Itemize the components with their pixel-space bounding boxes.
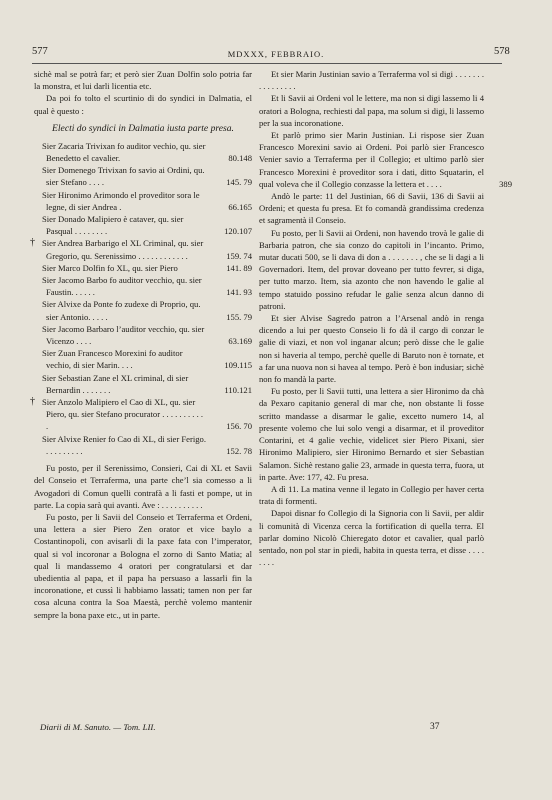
candidate-name: Sier Sebastian Zane el XL criminal, di sier Bernardin . . . . . . . <box>42 372 189 395</box>
vote-tally: 141. 89 <box>226 262 252 273</box>
vote-tally: 155. 79 <box>226 311 252 322</box>
election-entry <box>34 262 252 274</box>
right-page-number: 578 <box>494 46 510 57</box>
vote-tally: 156. 70 <box>226 421 252 432</box>
election-entry <box>34 189 252 213</box>
elected-mark: † <box>30 396 35 408</box>
candidate-name: Sier Hironimo Arimondo el proveditor sora le legne, di sier Andrea . <box>42 189 200 212</box>
right-paragraph-1: Et sier Marin Justinian savio a Terraferma vol si digi . . . . . . . . . . . . . . . . <box>259 69 484 92</box>
vote-tally: 63.169 <box>228 336 252 347</box>
vote-tally: 109.115 <box>224 360 252 371</box>
election-entry <box>30 396 252 433</box>
vote-tally: 141. 93 <box>226 287 252 298</box>
election-entry <box>34 323 252 347</box>
right-paragraph-7: Fu posto, per li Savii tutti, una lettera a sier Hironimo da chà da Pexaro capitanio general di mar che, non obstante li fosse scritto mandasse a disarmar le galie, excetto numero 14, al presente volemo che lui solo vengi a disarmar, et il proveditor Contarini, et 4 galie vechie, videlicet sier Piero Pixani, sier Hironimo Malipiero, sier Hironimo Bernardo et sier Sebastian Salamon. Sichè restano galie 23, armade in questa terra, fuora, ut in parte. Ave: 177, 42. Fu presa. <box>259 386 484 482</box>
candidate-name: Sier Andrea Barbarigo el XL Criminal, qu. sier Gregorio, qu. Serenissimo . . . . . . . . . . . . <box>42 238 204 261</box>
page-footer: Diarii di M. Sanuto. — Tom. LII. <box>40 722 156 732</box>
vote-tally: 152. 78 <box>226 445 252 456</box>
candidate-name: Sier Anzolo Malipiero el Cao di XL, qu. sier Piero, qu. sier Stefano procurator . . . . . . . . . . . <box>42 397 204 432</box>
right-column <box>259 68 512 568</box>
header-rule <box>32 63 502 64</box>
right-paragraph-3 <box>259 129 512 190</box>
vote-tally: 120.107 <box>224 226 252 237</box>
candidate-name: Sier Alvixe da Ponte fo zudexe di Proprio, qu. sier Antonio. . . . . <box>42 299 201 322</box>
right-paragraph-9: Dapoi disnar fo Collegio di la Signoria con li Savii, per aldir li comunità di Vicenza cerca la fortification di quella terra. El parlar domino Nicolò Chieregato dotor et cavalier, qual parlò sentado, non pol star in piedi, habita in questa terra, et disse . . . . . . . . <box>259 508 484 568</box>
election-heading: Electi do syndici in Dalmatia iusta parte presa. <box>52 122 234 134</box>
right-paragraph-8: A dì 11. La matina venne il legato in Collegio per haver certa trata di formenti. <box>259 483 484 507</box>
vote-tally: 159. 74 <box>226 250 252 261</box>
candidate-name: Sier Alvixe Renier fo Cao di XL, di sier Ferigo. . . . . . . . . . <box>42 433 206 456</box>
vote-tally: 145. 79 <box>226 177 252 188</box>
left-paragraph-2: Da poi fo tolto el scurtinio di do syndici in Dalmatia, el qual è questo : <box>34 93 252 116</box>
election-entry <box>34 274 252 298</box>
vote-count: 389 <box>499 178 512 189</box>
candidate-name: Sier Domenego Trivixan fo savio ai Ordini, qu. sier Stefano . . . . <box>42 165 205 188</box>
left-page-number: 577 <box>32 46 48 57</box>
election-entry <box>34 347 252 371</box>
right-paragraph-5: Fu posto, per li Savii ai Ordeni, non havendo trovà le galie di Barbaria patron, che sia conzo do capitoli in l’incanto. Primo, mutar ducati 500, se li dava di don a . . . . . . . , che se li dagi a li Governadori. Item, del provar doveano per tutto fevrer, si diga, per tutto marzo. Item, sia azonto che non havendo le galie al tempo statuido possino refudar le galie senza alcun danno di patroni. <box>259 227 484 311</box>
election-entry <box>34 433 252 457</box>
vote-tally: 66.165 <box>228 201 252 212</box>
left-column <box>30 68 252 621</box>
candidate-name: Sier Donado Malipiero è cataver, qu. sier Pasqual . . . . . . . . <box>42 214 184 237</box>
candidate-name: Sier Jacomo Barbo fo auditor vecchio, qu. sier Faustin. . . . . . <box>42 275 202 298</box>
election-entry <box>34 140 252 164</box>
election-entry <box>30 237 252 261</box>
election-entry <box>34 213 252 237</box>
election-entry <box>34 164 252 188</box>
right-paragraph-3-text: Et parlò primo sier Marin Justinian. Li rispose sier Zuan Francesco Morexini savio ai Ordeni. Poi parlò sier Francesco Venier savio a Terraferma per il Collegio; et ultimo parlò sier Francesco Morexini è proveditor sora i dati, ditto Squatarin, el qual voleva che il Collegio conzasse la lettera et . . . . <box>259 130 484 189</box>
left-paragraph-3: Fu posto, per il Serenissimo, Consieri, Cai di XL et Savii del Conseio et Terraferma, una parte che’l sia comesso a li Avogadori di Comun quelli contrafà a li fasti et pompe, ut in parte. La copia sarà qui avanti. Ave : . . . . . . . . . . <box>34 463 252 510</box>
candidate-name: Sier Zacaria Trivixan fo auditor vechio, qu. sier Benedetto el cavalier. <box>42 140 206 164</box>
candidate-name: Sier Jacomo Barbaro l’auditor vecchio, qu. sier Vicenzo . . . . <box>42 323 205 347</box>
election-list <box>30 140 252 457</box>
running-header: MDXXX, FEBBRAIO. <box>227 49 325 59</box>
election-entry <box>34 298 252 322</box>
folio-number: 37 <box>430 722 440 732</box>
elected-mark: † <box>30 237 35 249</box>
candidate-name: Sier Marco Dolfin fo XL, qu. sier Piero <box>42 262 178 273</box>
left-paragraph-4: Fu posto, per li Savii del Conseio et Terraferma et Ordeni, una lettera a sier Piero Zen orator et vice baylo a Costantinopoli, con avisarli di la paxe fata con l’imperator, qual si vol incoronar a Bologna el zorno di Santo Matia; al qual li mandassemo 4 oratori per congratularsi et dar ubedientia al papa, et il papa ha persuaso a lassarli fin la incoronatione, et cussì li habbiamo lassati; tamen non per far cosa alcuna contra la Soa Maestà, perchè volemo mantenir sempre la bona paxe etc., ut in parte. <box>34 511 252 620</box>
right-paragraph-2: Et li Savii ai Ordeni vol le lettere, ma non si digi lassemo li 4 oratori a Bologna, rechiesti dal papa, ma solum si digi, li lassemo per la sua incoronatione. <box>259 93 484 128</box>
election-entry <box>34 372 252 396</box>
candidate-name: Sier Zuan Francesco Morexini fo auditor vechio, di sier Marin. . . . <box>42 348 183 371</box>
right-paragraph-6: Et sier Alvise Sagredo patron a l’Arsenal andò in renga dicendo a lui per questo Conseio li fo dà il cargo di conzar le galie di viazi, et non vol inganar alcun; però disse che le galie non si haveria al tempo, perchè quelle di Baruto non è tornate, et a far una nuova non si havea al tempo. Però è bon indusiar; sichè non fo mandà la parte. <box>259 313 484 385</box>
vote-tally: 80.148 <box>228 153 252 164</box>
vote-tally: 110.121 <box>224 384 252 395</box>
right-paragraph-4: Andò le parte: 11 del Justinian, 66 di Savii, 136 di Savii ai Ordeni; et questa fu presa. Et fo comandà grandissima credenza et sagramentà il Conseio. <box>259 191 484 226</box>
left-paragraph-1: sichè mal se potrà far; et però sier Zuan Dolfin solo potria far la monstra, et lui darli licentia etc. <box>34 69 252 92</box>
